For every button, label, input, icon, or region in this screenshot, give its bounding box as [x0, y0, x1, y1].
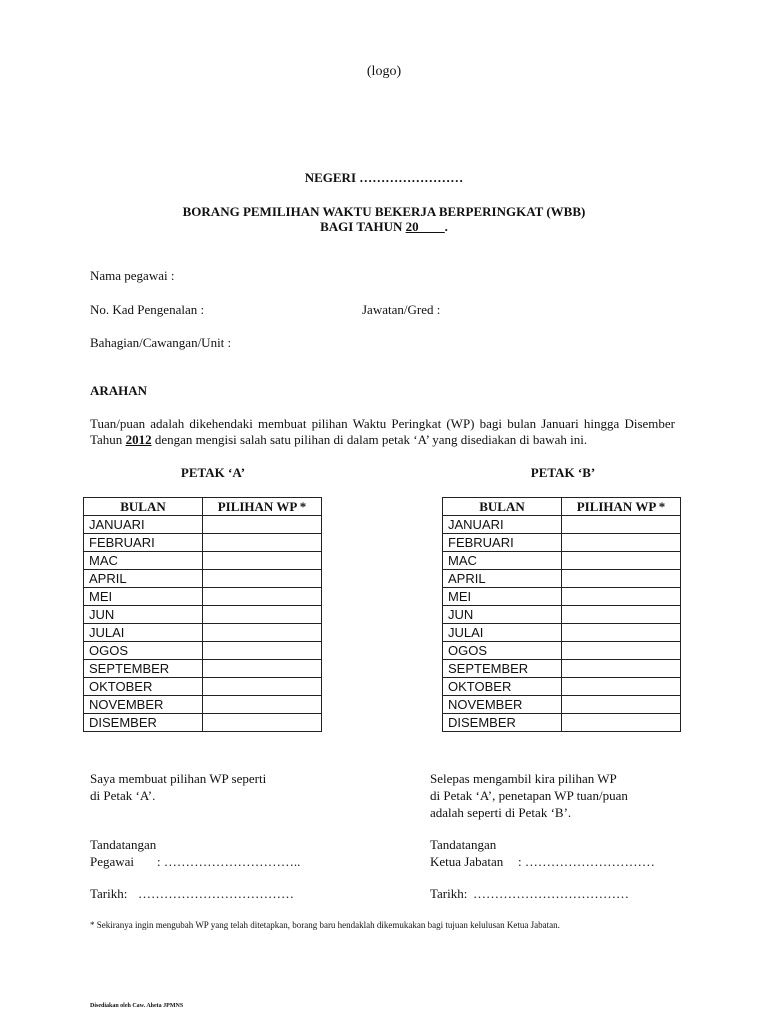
right-signature-label1: Tandatangan — [430, 837, 497, 852]
petak-b-choice-cell[interactable] — [562, 660, 681, 678]
petak-b-row — [443, 696, 681, 714]
petak-a-row — [84, 714, 322, 732]
petak-b-choice-cell[interactable] — [562, 606, 681, 624]
petak-b-row — [443, 714, 681, 732]
left-signature-label1: Tandatangan — [90, 837, 157, 852]
petak-a-choice-cell[interactable] — [203, 678, 322, 696]
petak-a-month-cell: JULAI — [84, 624, 203, 642]
petak-a-row — [84, 624, 322, 642]
petak-a-month-cell: OGOS — [84, 642, 203, 660]
left-date-label: Tarikh: — [90, 886, 128, 901]
right-signature-label2: Ketua Jabatan — [430, 854, 504, 869]
petak-a-month-cell: MEI — [84, 588, 203, 606]
petak-a-row — [84, 570, 322, 588]
petak-a-choice-cell[interactable] — [203, 570, 322, 588]
petak-a-choice-cell[interactable] — [203, 588, 322, 606]
petak-b-row — [443, 642, 681, 660]
petak-b-month-cell: MAC — [443, 552, 562, 570]
petak-b-month-cell: JUN — [443, 606, 562, 624]
left-declaration — [90, 770, 266, 804]
petak-b-table — [442, 497, 681, 732]
petak-a-choice-header: PILIHAN WP * — [203, 498, 322, 516]
head-date-field[interactable]: ……………………………… — [473, 886, 629, 901]
instructions-text-before: Tuan/puan adalah dikehendaki membuat pilihan Waktu Peringkat (WP) bagi bulan Januari hingga Disember Tahun — [90, 416, 675, 447]
year-blank[interactable]: 20____ — [405, 219, 445, 234]
petak-b-choice-cell[interactable] — [562, 624, 681, 642]
petak-b-row — [443, 516, 681, 534]
petak-a-choice-cell[interactable] — [203, 534, 322, 552]
instructions-text — [90, 416, 675, 448]
petak-b-month-header: BULAN — [443, 498, 562, 516]
form-year-line: BAGI TAHUN 20____. — [320, 219, 448, 234]
left-signature-label2: Pegawai — [90, 854, 135, 869]
petak-b-row — [443, 624, 681, 642]
petak-a-month-header: BULAN — [84, 498, 203, 516]
petak-b-month-cell: NOVEMBER — [443, 696, 562, 714]
petak-b-choice-cell[interactable] — [562, 534, 681, 552]
petak-a-choice-cell[interactable] — [203, 660, 322, 678]
petak-a-month-cell: NOVEMBER — [84, 696, 203, 714]
logo-placeholder: (logo) — [366, 64, 402, 79]
petak-a-month-cell: OKTOBER — [84, 678, 203, 696]
petak-b-month-cell: OGOS — [443, 642, 562, 660]
petak-b-choice-cell[interactable] — [562, 552, 681, 570]
petak-b-choice-header: PILIHAN WP * — [562, 498, 681, 516]
department-field[interactable]: Bahagian/Cawangan/Unit : — [90, 335, 232, 350]
petak-a-choice-cell[interactable] — [203, 642, 322, 660]
petak-b-month-cell: DISEMBER — [443, 714, 562, 732]
petak-b-month-cell: APRIL — [443, 570, 562, 588]
petak-a-choice-cell[interactable] — [203, 516, 322, 534]
petak-b-month-cell: MEI — [443, 588, 562, 606]
officer-date-field[interactable]: ……………………………… — [138, 886, 294, 901]
instructions-year: 2012 — [125, 432, 152, 447]
petak-b-choice-cell[interactable] — [562, 714, 681, 732]
head-signature-field[interactable]: : ………………………… — [518, 854, 655, 869]
petak-a-month-cell: DISEMBER — [84, 714, 203, 732]
petak-a-month-cell: SEPTEMBER — [84, 660, 203, 678]
petak-b-choice-cell[interactable] — [562, 696, 681, 714]
petak-a-month-cell: JANUARI — [84, 516, 203, 534]
petak-b-month-cell: SEPTEMBER — [443, 660, 562, 678]
petak-b-month-cell: JANUARI — [443, 516, 562, 534]
petak-b-row — [443, 678, 681, 696]
form-title: BORANG PEMILIHAN WAKTU BEKERJA BERPERINGKAT (WBB) — [182, 204, 586, 219]
petak-a-row — [84, 642, 322, 660]
right-declaration — [430, 770, 628, 821]
petak-a-choice-cell[interactable] — [203, 714, 322, 732]
right-declaration-line1: Selepas mengambil kira pilihan WP — [430, 771, 617, 786]
instructions-heading: ARAHAN — [90, 383, 148, 398]
petak-b-row — [443, 660, 681, 678]
petak-a-choice-cell[interactable] — [203, 624, 322, 642]
petak-a-month-cell: APRIL — [84, 570, 203, 588]
petak-b-title: PETAK ‘B’ — [530, 465, 596, 480]
year-prefix: BAGI TAHUN — [320, 219, 406, 234]
petak-b-choice-cell[interactable] — [562, 570, 681, 588]
right-date-label: Tarikh: — [430, 886, 468, 901]
left-declaration-line1: Saya membuat pilihan WP seperti — [90, 771, 267, 786]
petak-b-choice-cell[interactable] — [562, 678, 681, 696]
petak-a-month-cell: MAC — [84, 552, 203, 570]
petak-b-row — [443, 606, 681, 624]
petak-b-choice-cell[interactable] — [562, 516, 681, 534]
petak-a-row — [84, 606, 322, 624]
left-declaration-line2: di Petak ‘A’. — [90, 788, 156, 803]
petak-b-row — [443, 552, 681, 570]
petak-b-row — [443, 588, 681, 606]
name-field[interactable]: Nama pegawai : — [90, 268, 175, 283]
position-grade-field[interactable]: Jawatan/Gred : — [362, 302, 441, 317]
petak-a-title: PETAK ‘A’ — [180, 465, 246, 480]
instructions-text-after: dengan mengisi salah satu pilihan di dalam petak ‘A’ yang disediakan di bawah ini. — [151, 432, 588, 447]
prepared-by: Disediakan oleh Caw. Aheta JPMNS — [90, 1003, 184, 1009]
petak-a-row — [84, 534, 322, 552]
petak-a-row — [84, 678, 322, 696]
petak-b-choice-cell[interactable] — [562, 642, 681, 660]
petak-a-month-cell: FEBRUARI — [84, 534, 203, 552]
right-declaration-line2: di Petak ‘A’, penetapan WP tuan/puan — [430, 788, 628, 803]
petak-b-choice-cell[interactable] — [562, 588, 681, 606]
right-declaration-line3: adalah seperti di Petak ‘B’. — [430, 805, 572, 820]
petak-a-table — [83, 497, 322, 732]
petak-b-month-cell: OKTOBER — [443, 678, 562, 696]
petak-a-choice-cell[interactable] — [203, 606, 322, 624]
state-line: NEGERI …………………… — [304, 170, 464, 185]
officer-signature-field[interactable]: : ………………………….. — [157, 854, 301, 869]
petak-a-row — [84, 696, 322, 714]
petak-a-month-cell: JUN — [84, 606, 203, 624]
petak-a-row — [84, 516, 322, 534]
petak-a-choice-cell[interactable] — [203, 696, 322, 714]
petak-b-month-cell: FEBRUARI — [443, 534, 562, 552]
petak-a-row — [84, 588, 322, 606]
petak-b-row — [443, 570, 681, 588]
petak-b-month-cell: JULAI — [443, 624, 562, 642]
petak-a-row — [84, 660, 322, 678]
ic-number-field[interactable]: No. Kad Pengenalan : — [90, 302, 205, 317]
footnote: * Sekiranya ingin mengubah WP yang telah ditetapkan, borang baru hendaklah dikemukakan bagi tujuan kelulusan Ketua Jabatan. — [90, 920, 560, 930]
petak-b-row — [443, 534, 681, 552]
petak-a-choice-cell[interactable] — [203, 552, 322, 570]
petak-a-row — [84, 552, 322, 570]
